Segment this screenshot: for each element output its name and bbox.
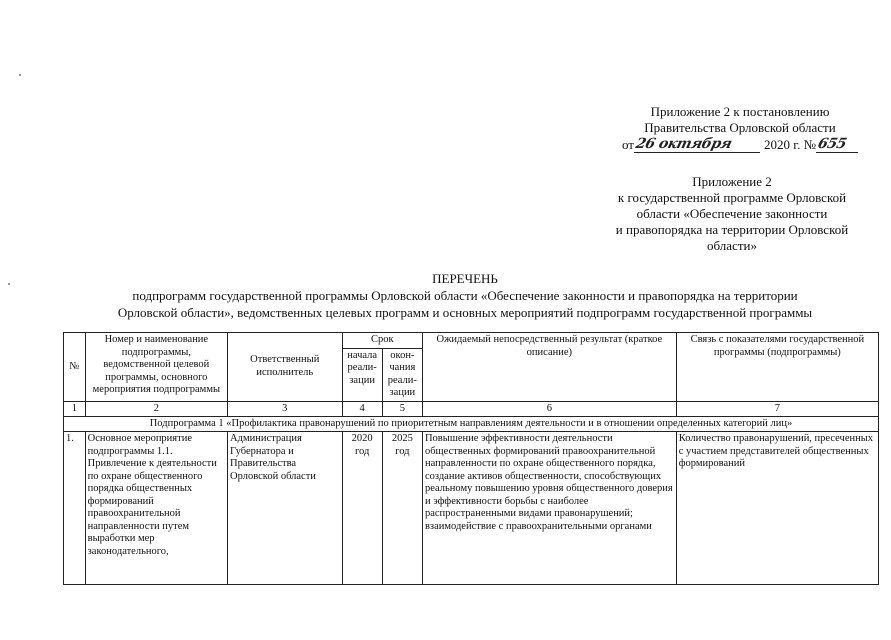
- date-field: [634, 136, 760, 153]
- row-result: Повышение эффективности деятельности общественных формирований правоохранительной направленности по охране общественного порядка, создание активов общественности, способствующих реальному повышению уровня общественного доверия и эффективности борьбы с наиболее распространенными видами правонарушений; взаимодействие с правоохранительными органами: [422, 432, 676, 585]
- table-row: [64, 432, 879, 585]
- row-link: Количество правонарушений, пресеченных с участием представителей общественных формирований: [676, 432, 878, 585]
- appendix-line: Правительства Орловской области: [644, 120, 836, 135]
- column-number: 6: [422, 401, 676, 416]
- header-result: Ожидаемый непосредственный результат (краткое описание): [422, 333, 676, 402]
- header-start: начала реали-зации: [342, 348, 382, 401]
- scan-speck: [8, 283, 10, 285]
- column-number: 4: [342, 401, 382, 416]
- header-number: №: [64, 333, 86, 402]
- column-number: 5: [382, 401, 422, 416]
- appendix-line: к государственной программе Орловской: [617, 190, 847, 205]
- column-number-row: [64, 401, 879, 416]
- subprogram-row: [64, 416, 879, 432]
- header-end: окон-чания реали-зации: [382, 348, 422, 401]
- appendix-line: и правопорядка на территории Орловской: [615, 222, 849, 237]
- subprogram-title: Подпрограмма 1 «Профилактика правонарушений по приоритетным направлениям деятельности и в отношении определенных категорий лиц»: [64, 416, 879, 432]
- header-term: Срок: [342, 333, 422, 349]
- title-line: Орловской области», ведомственных целевых программ и основных мероприятий подпрограмм государственной программы: [117, 305, 813, 320]
- document-title: [60, 270, 870, 321]
- resolution-date-line: [615, 136, 865, 153]
- year-and-number-label: 2020 г. №: [763, 137, 817, 152]
- measures-table: [63, 332, 879, 585]
- appendix-line: области»: [707, 238, 757, 253]
- number-field: [816, 136, 858, 153]
- row-number: 1.: [64, 432, 86, 585]
- column-number: 3: [228, 401, 343, 416]
- appendix-program-header: [597, 174, 867, 254]
- appendix-resolution-header: [615, 104, 865, 153]
- handwritten-number: 655: [816, 136, 848, 152]
- row-responsible: Администрация Губернатора и Правительства Орловской области: [228, 432, 343, 585]
- column-number: 2: [85, 401, 227, 416]
- table-header-row: [64, 333, 879, 349]
- header-name: Номер и наименование подпрограммы, ведомственной целевой программы, основного мероприятия подпрограммы: [85, 333, 227, 402]
- handwritten-date: 26 октября: [634, 136, 734, 152]
- title-line: подпрограмм государственной программы Орловской области «Обеспечение законности и правопорядка на территории: [132, 288, 798, 303]
- appendix-line: области «Обеспечение законности: [636, 206, 828, 221]
- appendix-line: Приложение 2: [692, 174, 772, 189]
- row-end: 2025 год: [382, 432, 422, 585]
- date-prefix: от: [621, 137, 634, 152]
- row-start: 2020 год: [342, 432, 382, 585]
- column-number: 1: [64, 401, 86, 416]
- appendix-line: Приложение 2 к постановлению: [650, 104, 830, 119]
- title-heading: ПЕРЕЧЕНЬ: [432, 271, 498, 286]
- column-number: 7: [676, 401, 878, 416]
- scan-speck: [19, 74, 21, 76]
- header-responsible: Ответственный исполнитель: [228, 333, 343, 402]
- row-name: Основное мероприятие подпрограммы 1.1. Привлечение к деятельности по охране общественного порядка общественных формирований правоохранительной направленности путем выработки мер законодательного,: [85, 432, 227, 585]
- header-link: Связь с показателями государственной программы (подпрограммы): [676, 333, 878, 402]
